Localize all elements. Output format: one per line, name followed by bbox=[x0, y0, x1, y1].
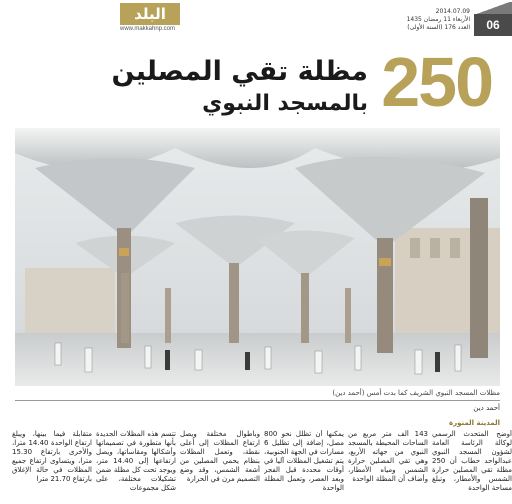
issue-number: العدد 176 (السنة الأولى) bbox=[407, 24, 470, 31]
article-column-3: يمكنها أن تظلل نحو 800 مصل، إضافة إلى تظليل 6 مسارات في الجهة الجنوبية، يتم تشغيل المظلات آليا في أوقات محددة قبل الفجر وبعد العصر، وتعمل المظلة الواحدة bbox=[264, 430, 344, 492]
article-column-6: متقابلة فيما بينها، ويبلغ ارتفاع الواحدة 14.40 مترا، والأخرى بارتفاع 15.30 مترا، ويتساوى ارتفاع جميع المظلات في حالة الإغلاق بارتفاع 21.70 مترا bbox=[12, 430, 92, 483]
headline-line2: بالمسجد النبوي bbox=[202, 91, 368, 116]
byline-author: أحمد دين bbox=[473, 404, 500, 412]
newspaper-logo[interactable]: البلد bbox=[120, 3, 180, 25]
issue-date: 2014.07.09 bbox=[435, 8, 470, 15]
site-url[interactable]: www.makkahnp.com bbox=[120, 26, 176, 32]
article-column-5: تتسم هذه المظلات الجديدة بأنها متطورة في تصميماتها وأشكالها ومقاساتها، ويصل ارتفاعها إلى 14.40 متر، ويوجد تحت كل مظلة ضمن تشكيلات مختلفة، على شكل مجموعات bbox=[96, 430, 176, 492]
article-column-2: 143 ألف متر مربع من الساحات المحيطة بالمسجد النبوي من جهاته الأربع، وهي تقي المصلين حرارة الشمس ومياه الأمطار، وأضاف أن المظلة الواحدة bbox=[348, 430, 428, 483]
article-column-4: وبأطوال مختلفة ويصل ارتفاع المظلات إلى أعلى نقطة، وتعمل المظلات بنظام يحمي المصلين من أشعة الشمس، وقد وضع التصميم مرن في الحرارة bbox=[180, 430, 260, 483]
divider bbox=[15, 400, 500, 401]
issue-meta bbox=[400, 8, 470, 32]
page-number: 06 bbox=[474, 14, 512, 36]
byline-dateline: المدينة المنورة bbox=[448, 419, 500, 427]
page-header bbox=[0, 0, 512, 38]
issue-hijri-date: الأربعاء 11 رمضان 1435 bbox=[406, 16, 470, 23]
page-corner-icon bbox=[474, 2, 512, 14]
headline bbox=[111, 43, 510, 122]
photo-illustration bbox=[15, 128, 500, 386]
headline-number: 250 bbox=[381, 43, 492, 121]
article-column-1: أوضح المتحدث الرسمي لوكالة الرئاسة العامة لشؤون المسجد النبوي عبدالواحد حطاب أن 250 مظلة تقي المصلين حرارة الشمس والأمطار، وتبلغ مساحة الواحدة bbox=[432, 430, 512, 492]
headline-line1: مظلة تقي المصلين bbox=[111, 56, 368, 87]
photo-caption: مظلات المسجد النبوي الشريف كما بدت أمس (أحمد دين) bbox=[332, 389, 500, 397]
mosque-umbrellas-photo[interactable] bbox=[15, 128, 500, 386]
